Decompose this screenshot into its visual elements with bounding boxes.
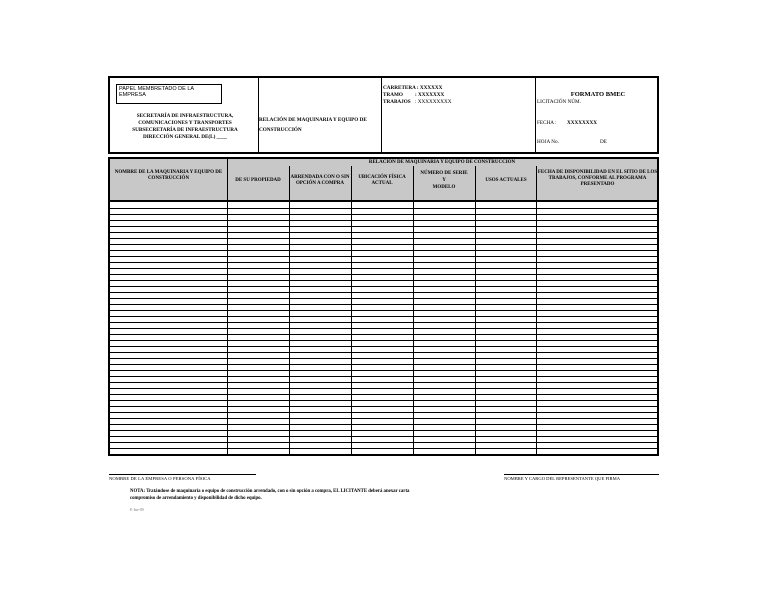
table-row-line <box>110 382 657 383</box>
form-title <box>259 115 379 135</box>
licitacion-label: LICITACIÓN NÚM. <box>537 99 581 105</box>
table-row-line <box>110 406 657 407</box>
format-code: FORMATO BMEC <box>570 91 626 98</box>
table-row-line <box>110 442 657 443</box>
table-row-line <box>110 376 657 377</box>
note-line: NOTA: Tratándose de maquinaria o equipo de construcción arrendado, con o sin opción a compra, EL LICITANTE deberá anexar carta <box>130 489 410 494</box>
table-row-line <box>110 328 657 329</box>
right-signature-line <box>504 474 659 475</box>
table-row-line <box>110 400 657 401</box>
letterhead-text: PAPEL MEMBRETADO DE LA EMPRESA <box>119 86 194 98</box>
table-row-line <box>110 214 657 215</box>
table-row-line <box>110 364 657 365</box>
tramo-row <box>383 92 533 99</box>
table-row-line <box>110 412 657 413</box>
serie-line: Y <box>442 178 446 183</box>
org-line: SECRETARÍA DE INFRAESTRUCTURA, <box>136 113 234 119</box>
table-row-line <box>110 280 657 281</box>
form-title-line: RELACIÓN DE MAQUINARIA Y EQUIPO DE <box>259 117 367 123</box>
org-line: DIRECCIÓN GENERAL DE(L) ____ <box>142 134 228 140</box>
table-row-line <box>110 352 657 353</box>
table-row-line <box>110 208 657 209</box>
table-row-line <box>110 418 657 419</box>
table-row-line <box>110 388 657 389</box>
col-header-propiedad: DE SU PROPIEDAD <box>235 178 281 183</box>
table-row-line <box>110 250 657 251</box>
left-signature-label: NOMBRE DE LA EMPRESA O PERSONA FÍSICA <box>109 476 211 481</box>
header-divider <box>381 78 382 152</box>
trabajos-row <box>383 99 533 106</box>
table-row-line <box>110 346 657 347</box>
group-header-text: RELACIÓN DE MAQUINARIA Y EQUIPO DE CONSTRUCCIÓN <box>368 160 516 165</box>
trabajos-label: TRABAJOS <box>383 99 411 105</box>
table-row-line <box>110 298 657 299</box>
table-row-line <box>110 274 657 275</box>
table-row-line <box>110 394 657 395</box>
table-row-line <box>110 304 657 305</box>
hoja-label: HOJA No. <box>537 139 559 145</box>
table-row-line <box>110 358 657 359</box>
hoja-row <box>537 139 657 145</box>
note-line: compromiso de arrendamiento y disponibilidad de dicho equipo. <box>130 496 262 501</box>
table-body <box>110 159 657 454</box>
left-signature-line <box>109 474 256 475</box>
de-label: DE <box>600 139 607 145</box>
org-line: COMUNICACIONES Y TRANSPORTES <box>138 120 232 126</box>
project-info <box>383 85 533 106</box>
table-row-line <box>110 340 657 341</box>
table-row-line <box>110 436 657 437</box>
table-row-line <box>110 322 657 323</box>
tramo-value: : XXXXXXX <box>415 92 445 98</box>
col-header-arrendada: ARRENDADA CON O SIN OPCIÓN A COMPRA <box>290 175 350 186</box>
table-row-line <box>110 220 657 221</box>
table-row-line <box>110 424 657 425</box>
form-code: E-Inv-09 <box>130 508 144 512</box>
carretera-label: CARRETERA : XXXXXX <box>383 85 443 91</box>
table-row-line <box>110 316 657 317</box>
form-title-line: CONSTRUCCIÓN <box>259 127 302 133</box>
table-row-line <box>110 310 657 311</box>
machinery-table <box>108 157 659 456</box>
col-header-ubicacion: UBICACIÓN FÍSICA ACTUAL <box>358 175 406 186</box>
table-row-line <box>110 268 657 269</box>
col-header-usos: USOS ACTUALES <box>485 178 527 183</box>
table-row-line <box>110 238 657 239</box>
table-row-line <box>110 334 657 335</box>
column-divider <box>227 159 228 454</box>
table-row-line <box>110 262 657 263</box>
fecha-value: XXXXXXXX <box>567 120 597 126</box>
fecha-label: FECHA : <box>537 120 557 126</box>
table-row-line <box>110 256 657 257</box>
serie-line: NÚMERO DE SERIE <box>420 171 468 176</box>
table-row-line <box>110 430 657 431</box>
table-row-line <box>110 370 657 371</box>
col-header-fecha: FECHA DE DISPONIBILIDAD EN EL SITIO DE LOS TRABAJOS, CONFORME AL PROGRAMA PRESENTADO <box>537 170 658 187</box>
table-row-line <box>110 232 657 233</box>
header-divider <box>535 78 536 152</box>
serie-line: MODELO <box>432 185 456 190</box>
col-header-nombre: NOMBRE DE LA MAQUINARIA Y EQUIPO DE CONSTRUCCIÓN <box>114 170 223 181</box>
table-row-line <box>110 226 657 227</box>
org-line: SUBSECRETARÍA DE INFRAESTRUCTURA <box>132 127 238 133</box>
tramo-label: TRAMO <box>383 92 403 98</box>
organization-block <box>116 113 254 141</box>
note-text <box>130 488 460 502</box>
table-row-line <box>110 244 657 245</box>
table-row-line <box>110 448 657 449</box>
letterhead-box <box>116 84 222 104</box>
right-signature-label: NOMBRE Y CARGO DEL REPRESENTANTE QUE FIRMA <box>504 476 621 481</box>
fecha-row <box>537 120 597 126</box>
table-row-line <box>110 286 657 287</box>
trabajos-value: : XXXXXXXXX <box>415 99 452 105</box>
table-row-line <box>110 292 657 293</box>
form-header <box>108 76 659 154</box>
